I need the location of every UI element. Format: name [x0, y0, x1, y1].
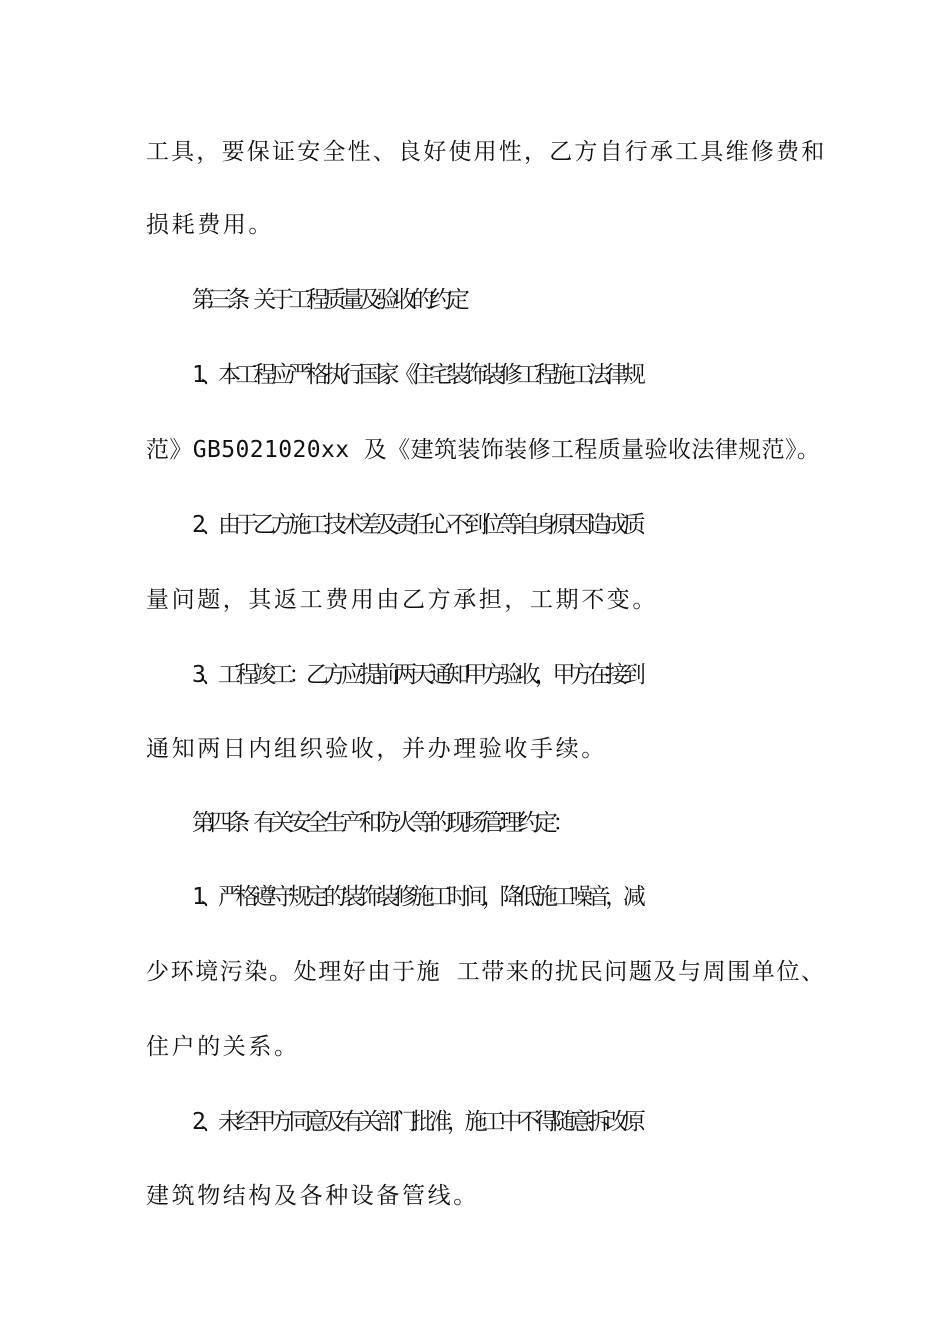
text-line-5: 范》GB5021020xx 及《建筑装饰装修工程质量验收法律规范》。 [146, 437, 821, 463]
text-line-2: 损耗费用。 [146, 212, 274, 238]
section-heading-article-4: 第四条 有关安全生产和防火等的现场管理约定： [192, 810, 571, 836]
text-line-6: 2、由于乙方施工技术差及责任心不到位等自身原因造成质 [192, 512, 641, 538]
text-line-14: 2、未经甲方同意及有关部门批准，施工中不得随意拆改原 [192, 1109, 641, 1135]
text-line-9: 通知两日内组织验收，并办理验收手续。 [146, 736, 607, 762]
text-line-11: 1、严格遵守规定的装饰装修施工时间，降低施工噪音，减 [192, 884, 641, 910]
text-line-12: 少环境污染。处理好由于施 工带来的扰民问题及与周围单位、 [146, 959, 826, 985]
section-heading-article-3: 第三条 关于工程质量及验收的约定 [192, 287, 465, 313]
text-line-15: 建筑物结构及各种设备管线。 [146, 1183, 479, 1209]
text-line-7: 量问题，其返工费用由乙方承担，工期不变。 [146, 587, 658, 613]
text-line-8: 3、工程竣工：乙方应提前两天通知甲方验收，甲方在接到 [192, 662, 641, 688]
text-line-13: 住户的关系。 [146, 1034, 300, 1060]
text-line-1: 工具，要保证安全性、良好使用性，乙方自行承工具维修费和 [146, 139, 827, 165]
text-line-4: 1、本工程应严格执行国家《住宅装饰装修工程施工法律规 [192, 362, 641, 388]
